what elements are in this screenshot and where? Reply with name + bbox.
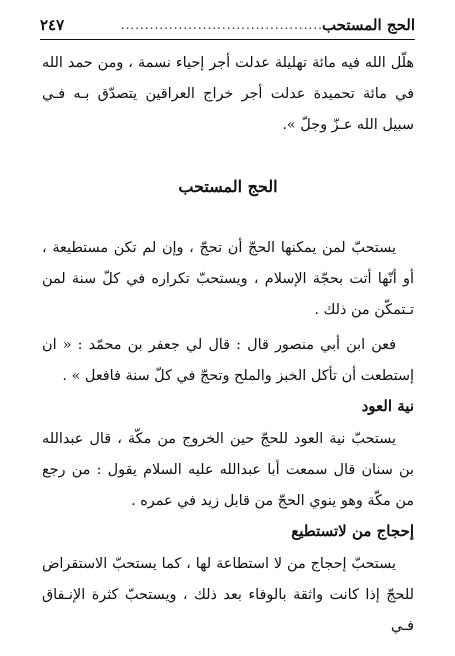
paragraph-4: يستحبّ إحجاج من لا استطاعة لها ، كما يستحبّ الاستقراض للحجّ إذا كانت واثقة بالوفاء بعد ذلك ، ويستحبّ كثرة الإنـفاق فـي	[42, 556, 414, 634]
subtitle-ihjaj: إحجاج من لاتستطيع	[291, 522, 414, 540]
page-number: ٢٤٧	[40, 16, 65, 34]
running-header-title: الحج المستحب	[321, 16, 415, 34]
header-divider	[40, 39, 415, 40]
paragraph-1: يستحبّ لمن يمكنها الحجّ أن تحجّ ، وإن لم تكن مستطيعة ، أو أنّها أتت بحجّة الإسلام ، ويستحبّ تكراره في كلّ سنة لمن تـتمكّن من ذلك .	[42, 240, 414, 318]
spacer	[42, 199, 414, 233]
spacer	[42, 141, 414, 175]
page-body	[42, 48, 414, 642]
running-header	[40, 14, 415, 38]
subtitle-niyyat-al-awd: نية العود	[361, 397, 414, 415]
intro-paragraph: هلّل الله فيه مائة تهليلة عدلت أجر إحياء نسمة ، ومن حمد الله في مائة تحميدة عدلت أجر خراج العراقين يتصدّق بـه فـي سبيل الله عـزّ وجلّ ».	[42, 55, 414, 133]
section-title: الحج المستحب	[178, 177, 278, 196]
paragraph-3: يستحبّ نية العود للحجّ حين الخروج من مكّة ، قال عبدالله بن سنان قال سمعت أبا عبدالله عليه السلام يقول : من رجع من مكّة وهو ينوي الحجّ من قابل زيد في عمره .	[42, 431, 414, 509]
paragraph-2: فعن ابن أبي منصور قال : قال لي جعفر بن محمّد : « ان إستطعت أن تأكل الخبز والملح وتحجّ في كلّ سنة فافعل » .	[42, 337, 414, 384]
running-header-leader-dots: ..........................................	[120, 18, 323, 32]
